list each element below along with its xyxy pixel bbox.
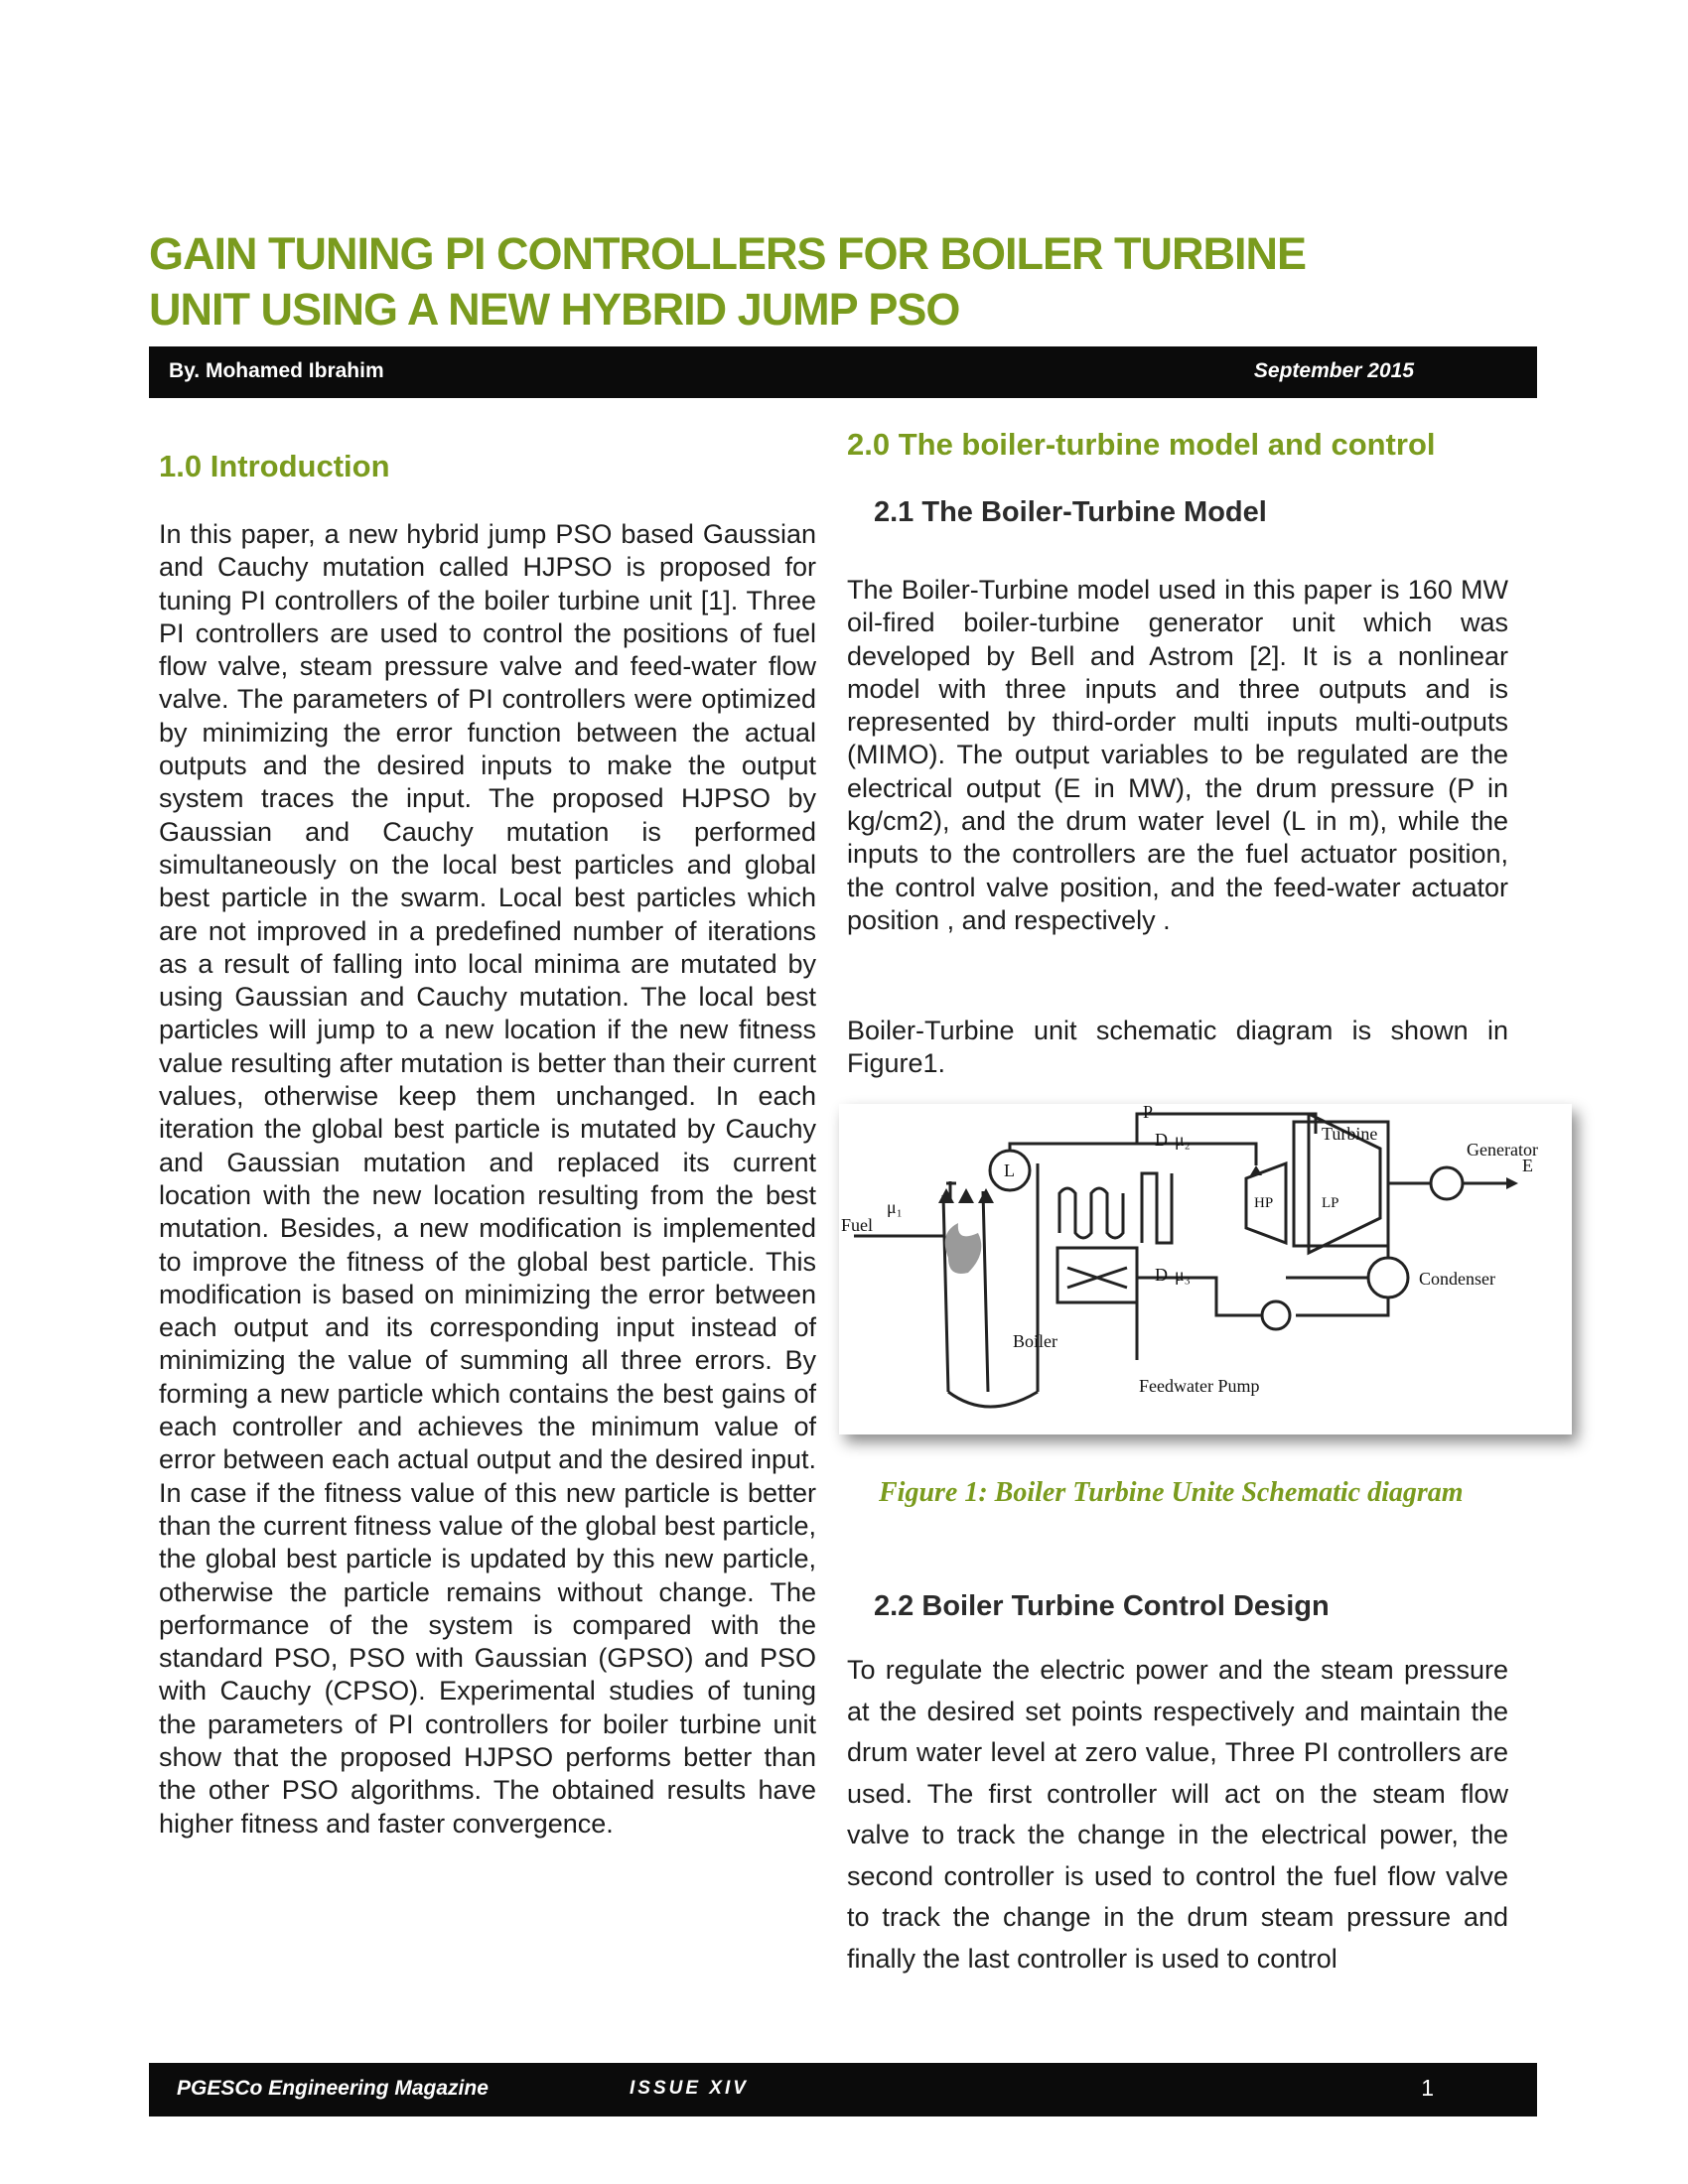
subsection-2-2-heading: 2.2 Boiler Turbine Control Design [874, 1590, 1330, 1622]
label-condenser: Condenser [1419, 1269, 1495, 1289]
article-title [149, 226, 1539, 338]
label-l: L [1004, 1160, 1015, 1180]
generator-circle [1431, 1167, 1463, 1199]
label-fuel: Fuel [841, 1215, 874, 1235]
label-lp: LP [1322, 1195, 1339, 1211]
label-mu2: μ₂ [1175, 1130, 1191, 1150]
label-mu3: μ₃ [1175, 1265, 1191, 1285]
economizer [1057, 1248, 1137, 1302]
magazine-name: PGESCo Engineering Magazine [177, 2077, 489, 2100]
label-boiler: Boiler [1013, 1331, 1057, 1351]
condenser-circle [1368, 1258, 1408, 1297]
label-d-1: D [1155, 1130, 1168, 1150]
byline-bar [149, 346, 1537, 398]
label-mu1: μ₁ [887, 1197, 903, 1217]
subsection-2-1-body: The Boiler-Turbine model used in this paper is 160 MW oil-fired boiler-turbine generator unit which was developed by Bell and Astrom [2]. It is a nonlinear model with three inputs and three outputs and is represented by third-order multi inputs multi-outputs (MIMO). The output variables to be regulated are the electrical output (E in MW), the drum pressure (P in kg/cm2), and the drum water level (L in m), while the inputs to the controllers are the fuel actuator position, the control valve position, and the feed-water actuator position , and respectively . [847, 575, 1508, 935]
page-number: 1 [1421, 2075, 1434, 2101]
title-line-1: GAIN TUNING PI CONTROLLERS FOR BOILER TURBINE [149, 228, 1306, 279]
boiler-bottom [948, 1392, 1038, 1407]
label-turbine: Turbine [1322, 1124, 1378, 1144]
publish-date: September 2015 [1253, 359, 1414, 382]
feedwater-pump-circle [1262, 1301, 1290, 1329]
label-hp: HP [1254, 1195, 1274, 1211]
label-generator: Generator [1467, 1140, 1538, 1160]
label-feedwater-pump: Feedwater Pump [1139, 1376, 1260, 1396]
boiler-turbine-schematic [839, 1104, 1572, 1434]
figure-caption: Figure 1: Boiler Turbine Unite Schematic diagram [879, 1477, 1464, 1508]
schematic-diagram [839, 1104, 1572, 1434]
intro-body: In this paper, a new hybrid jump PSO based Gaussian and Cauchy mutation called HJPSO is proposed for tuning PI controllers of the boiler turbine unit [1]. Three PI controllers are used to control the positions of fuel flow valve, steam pressure valve and feed-water flow valve. The parameters of PI controllers were optimized by minimizing the error function between the actual outputs and the desired inputs to make the output system traces the input. The proposed HJPSO by Gaussian and Cauchy mutation is performed simultaneously on the local best particles and global best particle in the swarm. Local best particles which are not improved in a predefined number of iterations as a result of falling into local minima are mutated by using Gaussian and Cauchy mutation. The local best particles will jump to a new location if the new fitness value resulting after mutation is better than their current values, otherwise keep them unchanged. In each iteration the global best particle is mutated by Cauchy and Gaussian mutation and replaced its current location with the new location resulting from the best mutation. Besides, a new modification is implemented to improve the fitness of the global best particle. This modification is based on minimizing the error between each output and its corresponding input instead of minimizing the value of summing all three errors. By forming a new particle which contains the best gains of each controller and achieves the minimum value of error between each actual output and the desired input. In case if the fitness value of this new particle is better than the current fitness value of the global best particle, the global best particle is updated by this new particle, otherwise the particle remains without change. The performance of the system is compared with the standard PSO, PSO with Gaussian (GPSO) and PSO with Cauchy (CPSO). Experimental studies of tuning the parameters of PI controllers for boiler turbine unit show that the proposed HJPSO performs better than the other PSO algorithms. The obtained results have higher fitness and faster convergence. [159, 519, 816, 1839]
label-e: E [1522, 1156, 1533, 1175]
intro-heading: 1.0 Introduction [159, 449, 390, 483]
subsection-2-1-heading: 2.1 The Boiler-Turbine Model [874, 496, 1267, 528]
issue-number: ISSUE XIV [630, 2078, 749, 2099]
footer-bar [149, 2063, 1537, 2116]
section-2-heading: 2.0 The boiler-turbine model and control [847, 427, 1436, 462]
label-p: P [1143, 1104, 1154, 1122]
subsection-2-1-body-2: Boiler-Turbine unit schematic diagram is shown in Figure1. [847, 1016, 1508, 1079]
flame-icon [945, 1223, 982, 1274]
boiler-left-wall [943, 1191, 988, 1392]
subsection-2-2-body: To regulate the electric power and the steam pressure at the desired set points respectively and maintain the drum water level at zero value, Three PI controllers are used. The first controller will act on the steam flow valve to track the change in the electrical power, the second controller is used to control the fuel flow valve to track the change in the drum steam pressure and finally the last controller is used to control [847, 1655, 1508, 1974]
title-line-2: UNIT USING A NEW HYBRID JUMP PSO [149, 284, 960, 335]
author: By. Mohamed Ibrahim [169, 359, 384, 382]
label-d-2: D [1155, 1265, 1168, 1285]
